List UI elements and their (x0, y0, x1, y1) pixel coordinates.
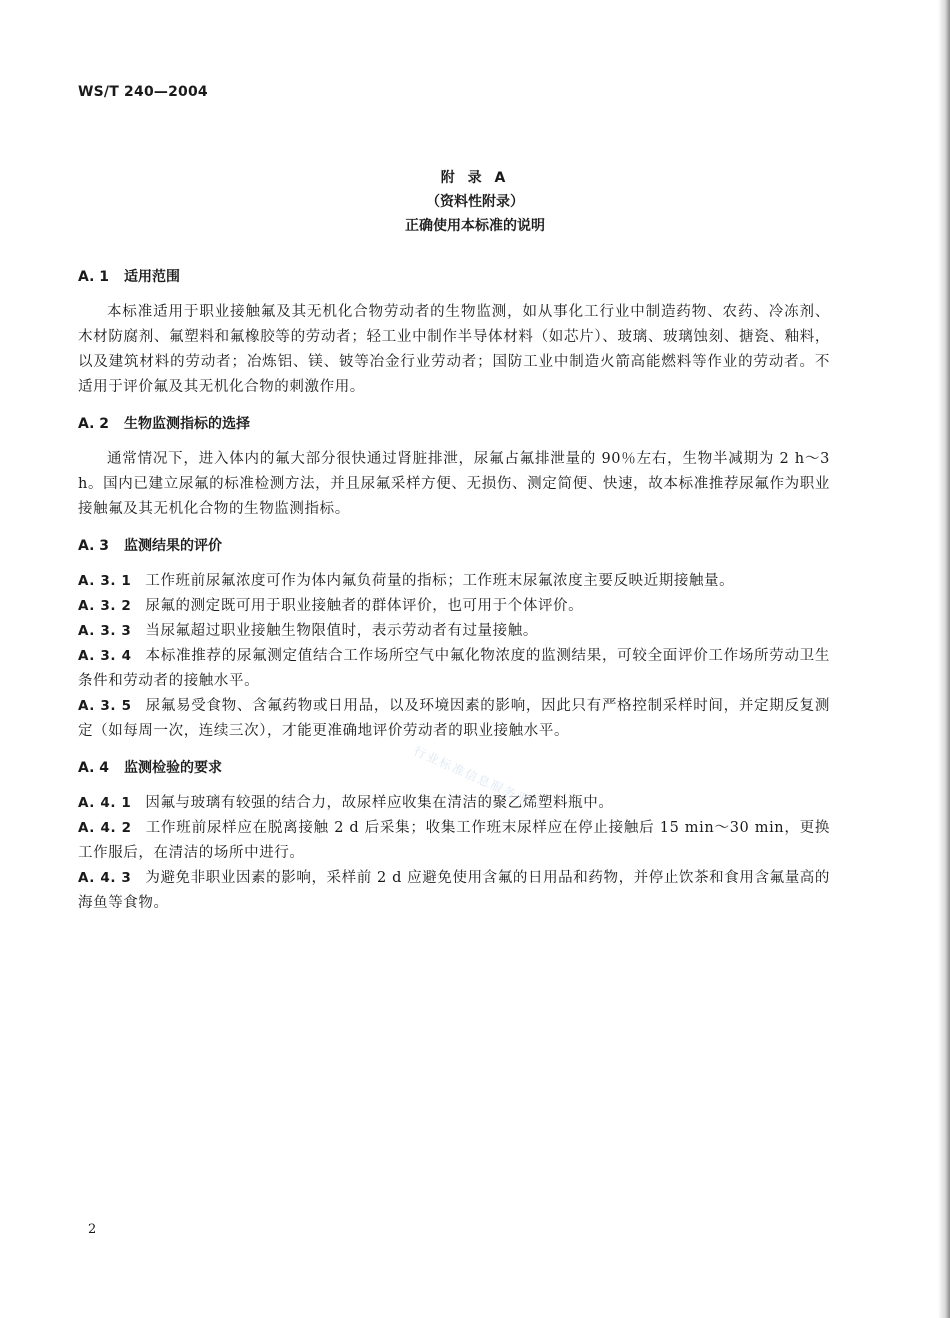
clause-a3-3 (78, 619, 830, 644)
clause-text: 工作班前尿样应在脱离接触 2 d 后采集；收集工作班末尿样应在停止接触后 15 min～30 min，更换工作服后，在清洁的场所中进行。 (78, 820, 831, 861)
clause-a3-5 (78, 694, 830, 744)
clause-a4-3 (78, 866, 830, 916)
section-number: A. 1 (78, 269, 110, 285)
clause-a3-4 (78, 644, 830, 694)
clause-text: 尿氟的测定既可用于职业接触者的群体评价，也可用于个体评价。 (145, 598, 584, 614)
clause-number: A. 3. 4 (78, 648, 132, 664)
appendix-type: （资料性附录） (426, 194, 524, 210)
section-a1-paragraph: 本标准适用于职业接触氟及其无机化合物劳动者的生物监测，如从事化工行业中制造药物、农药、冷冻剂、木材防腐剂、氟塑料和氟橡胶等的劳动者；轻工业中制作半导体材料（如芯片）、玻璃、玻璃蚀刻、搪瓷、釉料，以及建筑材料的劳动者；冶炼铝、镁、铍等冶金行业劳动者；国防工业中制造火箭高能燃料等作业的劳动者。不适用于评价氟及其无机化合物的刺激作用。 (78, 304, 830, 395)
section-title: 监测结果的评价 (124, 538, 222, 554)
section-number: A. 4 (78, 760, 110, 776)
clause-number: A. 3. 5 (78, 698, 132, 714)
clause-text: 尿氟易受食物、含氟药物或日用品，以及环境因素的影响，因此只有严格控制采样时间，并定期反复测定（如每周一次，连续三次），才能更准确地评价劳动者的职业接触水平。 (78, 698, 830, 739)
section-number: A. 3 (78, 538, 110, 554)
section-a2-paragraph: 通常情况下，进入体内的氟大部分很快通过肾脏排泄，尿氟占氟排泄量的 90％左右，生物半减期为 2 h～3 h。国内已建立尿氟的标准检测方法，并且尿氟采样方便、无损伤、测定简便、快速，故本标准推荐尿氟作为职业接触氟及其无机化合物的生物监测指标。 (78, 451, 830, 517)
clause-a4-1 (78, 791, 830, 816)
page-number: 2 (88, 1222, 97, 1237)
section-number: A. 2 (78, 416, 110, 432)
clause-a4-2 (78, 816, 830, 866)
appendix-subtitle: 正确使用本标准的说明 (405, 218, 545, 234)
section-heading-a3 (78, 535, 830, 557)
clause-text: 为避免非职业因素的影响，采样前 2 d 应避免使用含氟的日用品和药物，并停止饮茶和食用含氟量高的海鱼等食物。 (78, 870, 830, 911)
section-title: 生物监测指标的选择 (124, 416, 250, 432)
section-title: 适用范围 (124, 269, 180, 285)
clause-number: A. 4. 2 (78, 820, 132, 836)
standard-code: WS/T 240—2004 (78, 84, 208, 100)
clause-text: 因氟与玻璃有较强的结合力，故尿样应收集在清洁的聚乙烯塑料瓶中。 (145, 795, 614, 811)
clause-number: A. 4. 1 (78, 795, 132, 811)
section-title: 监测检验的要求 (124, 760, 222, 776)
clause-text: 当尿氟超过职业接触生物限值时，表示劳动者有过量接触。 (145, 623, 538, 639)
section-heading-a1 (78, 266, 830, 288)
clause-text: 工作班前尿氟浓度可作为体内氟负荷量的指标；工作班末尿氟浓度主要反映近期接触量。 (145, 573, 735, 589)
watermark-text: 行业标准信息服务平台 (411, 743, 546, 814)
clause-a3-2 (78, 594, 830, 619)
clause-number: A. 3. 2 (78, 598, 132, 614)
clause-a3-1 (78, 569, 830, 594)
appendix-title-block (0, 166, 950, 238)
clause-number: A. 3. 3 (78, 623, 132, 639)
clause-number: A. 4. 3 (78, 870, 132, 886)
appendix-title: 附 录 A (440, 170, 510, 186)
clause-number: A. 3. 1 (78, 573, 132, 589)
clause-text: 本标准推荐的尿氟测定值结合工作场所空气中氟化物浓度的监测结果，可较全面评价工作场所劳动卫生条件和劳动者的接触水平。 (78, 648, 830, 689)
document-body (78, 266, 830, 916)
section-heading-a2 (78, 413, 830, 435)
